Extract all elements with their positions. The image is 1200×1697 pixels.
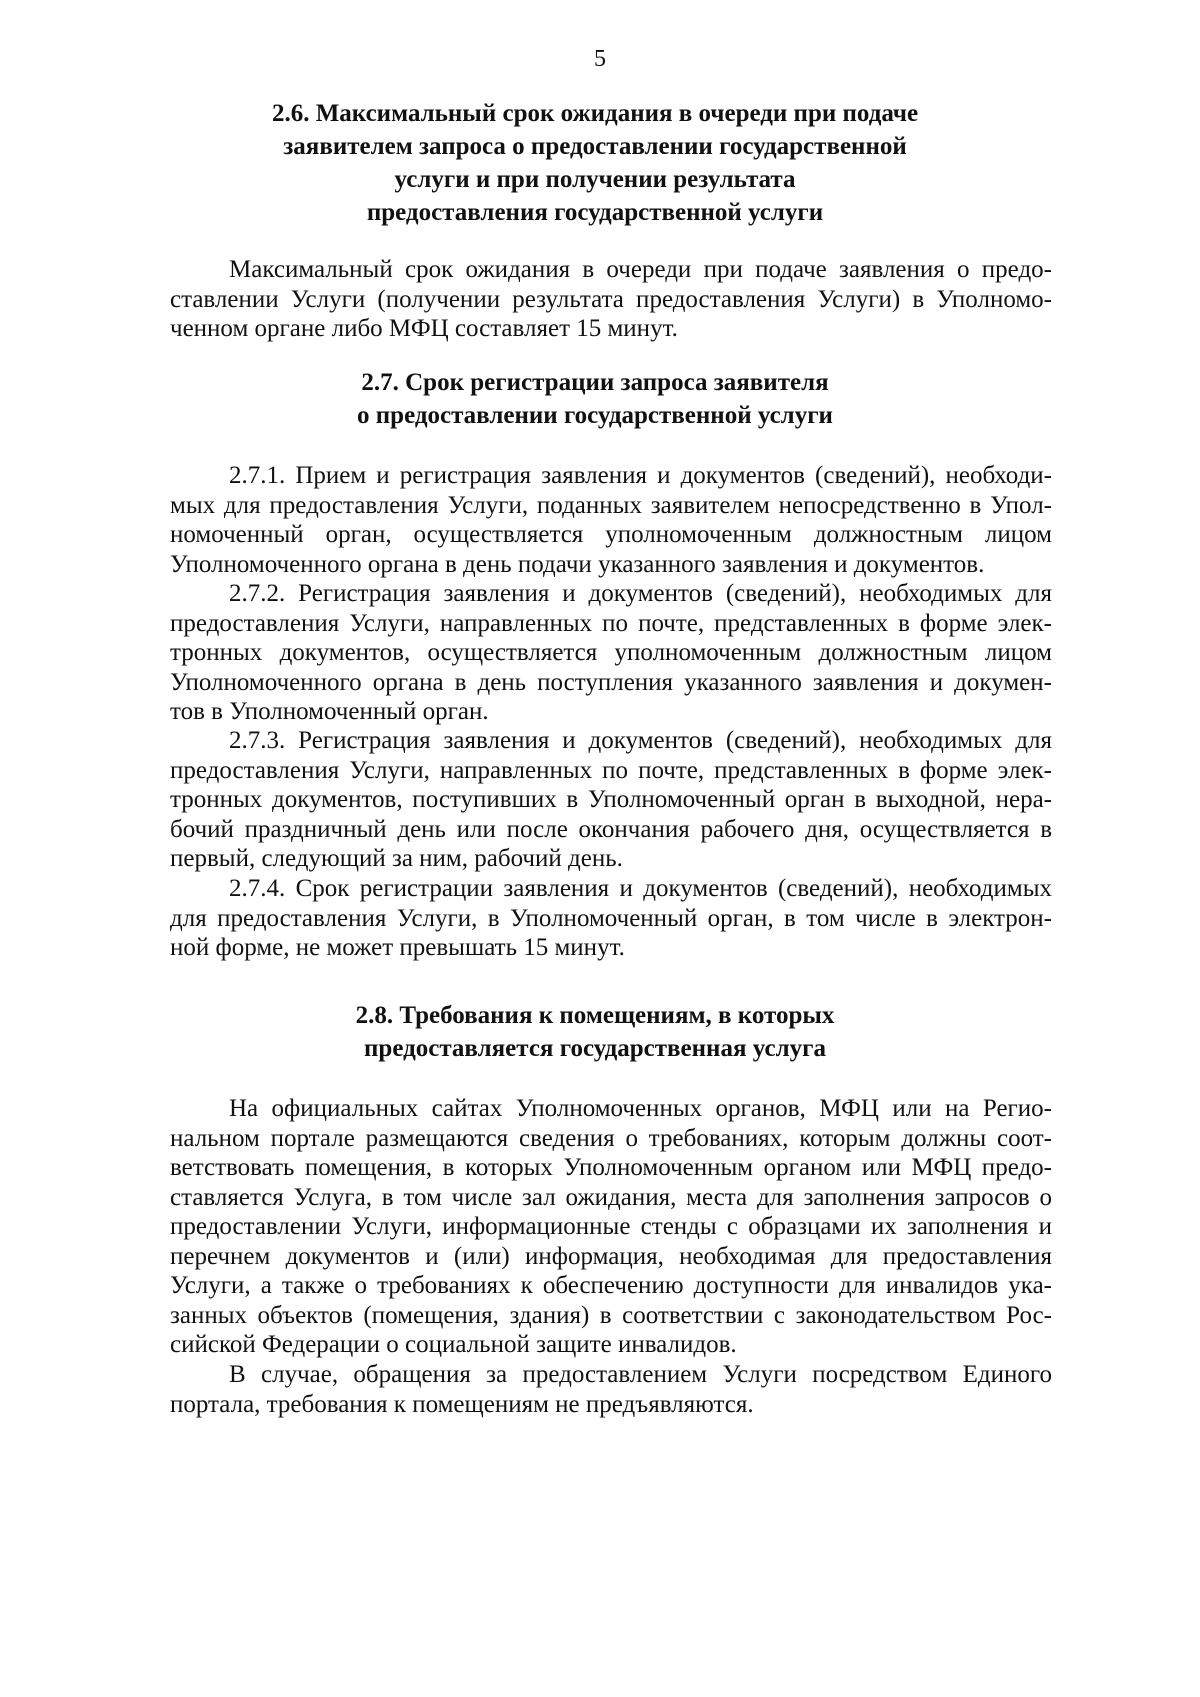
heading-line: 2.7. Срок регистрации запроса заявителя	[361, 369, 829, 396]
paragraph-line: тронных документов, поступивших в Уполномоченный орган в выходной, нера-	[170, 786, 1052, 813]
section-heading-2-7	[200, 366, 990, 432]
paragraph-line: тронных документов, осуществляется уполномоченным должностным лицом	[170, 639, 1052, 666]
paragraph-line: ставлении Услуги (получении результата предоставления Услуги) в Уполномо-	[170, 285, 1052, 313]
paragraph-line: мых для предоставления Услуги, поданных заявителем непосредственно в Упол-	[170, 491, 1052, 519]
paragraph-2-8-1	[170, 1094, 1052, 1360]
heading-line: предоставляется государственная услуга	[364, 1035, 826, 1062]
paragraph-line: Уполномоченного органа в день поступления указанного заявления и докумен-	[170, 668, 1052, 696]
paragraph-line: 2.7.2. Регистрация заявления и документов (сведений), необходимых для	[229, 580, 1052, 607]
paragraph-line: номоченный орган, осуществляется уполномоченным должностным лицом	[170, 521, 1052, 548]
paragraph-2-7-2	[170, 579, 1052, 727]
paragraph-line: ветствовать помещения, в которых Уполномоченным органом или МФЦ предо-	[170, 1154, 1052, 1181]
paragraph-line: ной форме, не может превышать 15 минут.	[170, 934, 625, 961]
paragraph-line: предоставления Услуги, направленных по почте, представленных в форме элек-	[170, 609, 1052, 637]
paragraph-line: тов в Уполномоченный орган.	[170, 698, 489, 725]
paragraph-line: На официальных сайтах Уполномоченных органов, МФЦ или на Регио-	[229, 1095, 1052, 1122]
paragraph-line: предоставлении Услуги, информационные стенды с образцами их заполнения и	[170, 1213, 1052, 1240]
paragraph-line: первый, следующий за ним, рабочий день.	[170, 845, 623, 872]
heading-line: 2.6. Максимальный срок ожидания в очереди при подаче	[271, 100, 919, 127]
paragraph-line: сийской Федерации о социальной защите инвалидов.	[170, 1331, 737, 1358]
paragraph-line: предоставления Услуги, направленных по почте, представленных в форме элек-	[170, 756, 1052, 784]
paragraph-2-6	[170, 255, 1052, 344]
paragraph-line: нальном портале размещаются сведения о требованиях, которым должны соот-	[170, 1124, 1052, 1152]
page-number: 5	[594, 46, 606, 72]
heading-line: 2.8. Требования к помещениям, в которых	[355, 1002, 835, 1029]
paragraph-line: 2.7.4. Срок регистрации заявления и документов (сведений), необходимых	[229, 875, 1052, 902]
paragraph-2-7-4	[170, 874, 1052, 963]
paragraph-2-8-2	[170, 1360, 1052, 1419]
paragraph-line: 2.7.3. Регистрация заявления и документов (сведений), необходимых для	[229, 727, 1052, 754]
paragraph-line: бочий праздничный день или после окончания рабочего дня, осуществляется в	[170, 815, 1052, 843]
paragraph-2-7-3	[170, 726, 1052, 874]
paragraph-line: портала, требования к помещениям не предъявляются.	[170, 1390, 754, 1418]
paragraph-line: для предоставления Услуги, в Уполномоченный орган, в том числе в электрон-	[170, 904, 1052, 932]
heading-line: услуги и при получении результата	[394, 166, 796, 193]
paragraph-line: Услуги, а также о требованиях к обеспечению доступности для инвалидов ука-	[170, 1272, 1052, 1299]
paragraph-line: 2.7.1. Прием и регистрация заявления и документов (сведений), необходи-	[229, 462, 1052, 489]
paragraph-line: занных объектов (помещения, здания) в соответствии с законодательством Рос-	[170, 1301, 1052, 1329]
section-heading-2-8	[200, 999, 990, 1065]
heading-line: о предоставлении государственной услуги	[357, 402, 833, 429]
paragraph-line: Максимальный срок ожидания в очереди при подаче заявления о предо-	[229, 256, 1052, 283]
heading-line: предоставления государственной услуги	[366, 199, 824, 226]
section-heading-2-6	[200, 97, 990, 229]
paragraph-line: перечнем документов и (или) информация, необходимая для предоставления	[170, 1242, 1052, 1270]
paragraph-2-7-1	[170, 461, 1052, 579]
paragraph-line: В случае, обращения за предоставлением Услуги посредством Единого	[229, 1361, 1052, 1388]
paragraph-line: Уполномоченного органа в день подачи указанного заявления и документов.	[170, 550, 985, 578]
heading-line: заявителем запроса о предоставлении государственной	[283, 133, 907, 160]
paragraph-line: ставляется Услуга, в том числе зал ожидания, места для заполнения запросов о	[170, 1183, 1052, 1211]
paragraph-line: ченном органе либо МФЦ составляет 15 минут.	[170, 315, 678, 342]
